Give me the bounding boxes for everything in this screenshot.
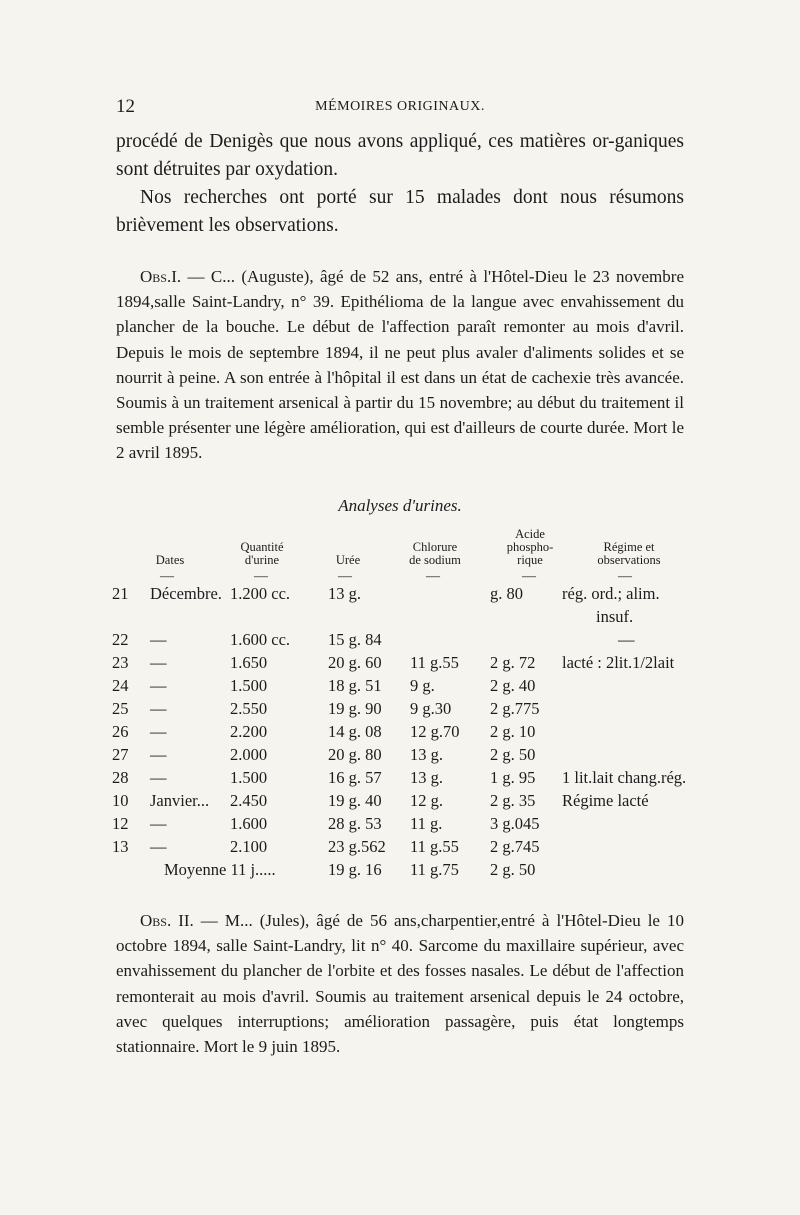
page-number: 12 [116,96,135,117]
header-rule: — [426,569,440,584]
header-rule: — [160,569,174,584]
table-row: 27 — 2.000 20 g. 80 13 g. 2 g. 50 [112,745,536,764]
intro-paragraph-2: Nos recherches ont porté sur 15 malades dont nous résumons brièvement les observations. [116,187,684,236]
header-rule: — [338,569,352,584]
table-row-continuation: insuf. [596,607,634,626]
running-head: MÉMOIRES ORIGINAUX. [315,99,485,114]
intro-paragraph-1: procédé de Denigès que nous avons appliqué, ces matières or-ganiques sont détruites par oxydation. [116,131,684,180]
header-dates: Dates [155,553,185,567]
header-rule: — [254,569,268,584]
table-row: 25 — 2.550 19 g. 90 9 g.30 2 g.775 [112,699,540,718]
header-rule: — [522,569,536,584]
header-rule: — [618,569,632,584]
observation-2-label: Obs. II. [140,911,194,930]
table-row: 12 — 1.600 28 g. 53 11 g. 3 g.045 [112,814,540,833]
table-row: 21 Décembre. 1.200 cc. 13 g. g. 80 rég. ord.; alim. [112,584,660,603]
observation-1-text: — C... (Auguste), âgé de 52 ans, entré à l'Hôtel-Dieu le 23 novembre 1894,salle Saint-Landry, n° 39. Epithélioma de la langue avec envahissement du plancher de la bouche. Le début de l'affection paraît remonter au mois d'avril. Depuis le mois de septembre 1894, il ne peut plus avaler d'aliments solides et se nourrit à peine. A son entrée à l'hôpital il est dans un état de cachexie très avancée. Soumis à un traitement arsenical à partir du 15 novembre; au début du traitement il semble présenter une légère amélioration, qui est d'ailleurs de courte durée. Mort le 2 avril 1895. [116,267,684,463]
observation-2-text: — M... (Jules), âgé de 56 ans,charpentier,entré à l'Hôtel-Dieu le 10 octobre 1894, salle Saint-Landry, lit n° 40. Sarcome du maxillaire supérieur, avec envahissement du plancher de l'orbite et des fosses nasales. Le début de l'affection remonterait au mois d'avril. Soumis au traitement arsenical depuis le 24 octobre, avec quelques interruptions; amélioration passagère, puis état longtemps stationnaire. Mort le 9 juin 1895. [116,911,684,1057]
header-regime: Régime et observations [597,540,661,567]
table-row-average: Moyenne 11 j..... 19 g. 16 11 g.75 2 g. 50 [164,860,536,879]
observation-1-label: Obs.I. [140,267,182,286]
header-uree: Urée [335,553,361,567]
table-row: 26 — 2.200 14 g. 08 12 g.70 2 g. 10 [112,722,536,741]
observation-1 [116,264,684,466]
observation-2 [116,908,684,1059]
table-row: 22 — 1.600 cc. 15 g. 84 — [112,630,635,649]
table-row: 24 — 1.500 18 g. 51 9 g. 2 g. 40 [112,676,536,695]
page-header [116,96,684,120]
header-acide-phosphorique: Acide phospho- rique [506,527,554,567]
table-row: 23 — 1.650 20 g. 60 11 g.55 2 g. 72 lacté : 2lit.1/2lait [112,653,675,672]
header-quantite: Quantité d'urine [240,540,284,567]
table-row: 28 — 1.500 16 g. 57 13 g. 1 g. 95 1 lit.lait chang.rég. [112,768,687,787]
header-chlorure: Chlorure de sodium [409,540,461,567]
table-row: 10 Janvier... 2.450 19 g. 40 12 g. 2 g. 35 Régime lacté [112,791,649,810]
table-row: 13 — 2.100 23 g.562 11 g.55 2 g.745 [112,837,540,856]
table-caption: Analyses d'urines. [338,496,462,515]
